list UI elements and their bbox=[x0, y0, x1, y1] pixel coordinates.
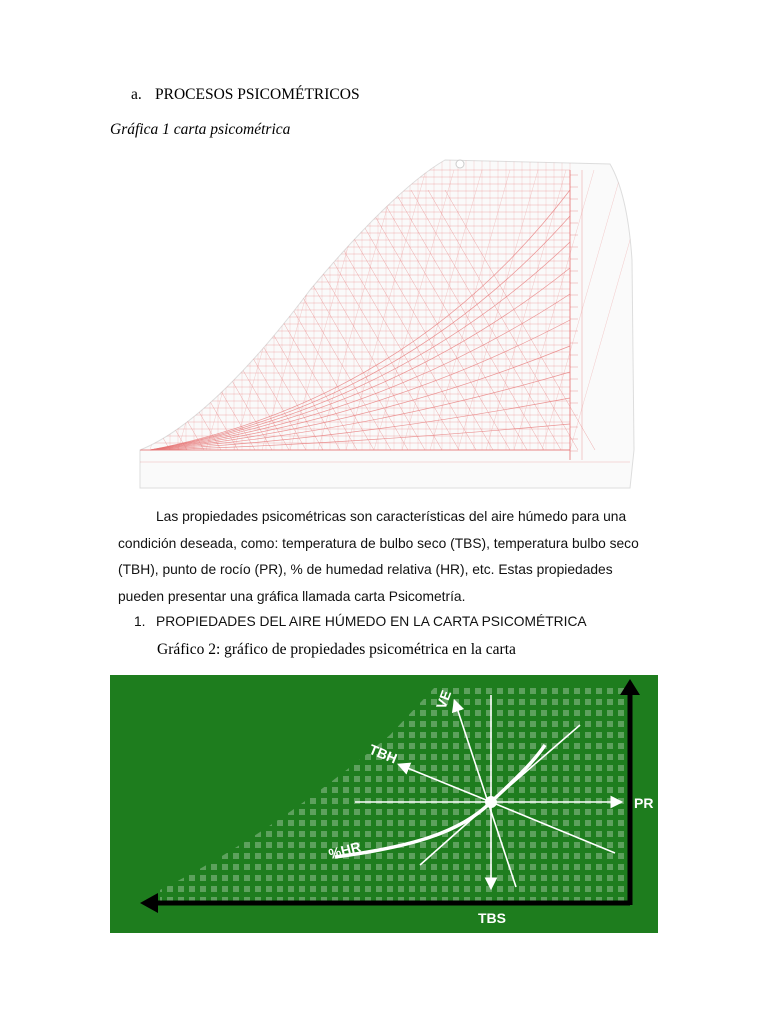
section-letter: a. bbox=[131, 86, 142, 103]
tbs-label: TBS bbox=[478, 910, 506, 926]
numbered-list-item bbox=[134, 614, 587, 629]
ve-label: VE bbox=[432, 687, 455, 712]
paragraph-line: condición deseada, como: temperatura de bulbo seco (TBS), temperatura bulbo seco bbox=[118, 535, 639, 551]
properties-diagram bbox=[110, 675, 658, 933]
section-title: PROCESOS PSICOMÉTRICOS bbox=[155, 86, 360, 103]
figure-2-caption: Gráfico 2: gráfico de propiedades psicométrica en la carta bbox=[157, 641, 516, 658]
intro-paragraph bbox=[118, 504, 658, 610]
tbh-label: TBH bbox=[366, 740, 400, 767]
pr-label: PR bbox=[634, 795, 654, 811]
figure-1-caption: Gráfica 1 carta psicométrica bbox=[110, 121, 291, 138]
paragraph-line: Las propiedades psicométricas son características del aire húmedo para una bbox=[156, 509, 627, 524]
paragraph-line: pueden presentar una gráfica llamada carta Psicometría. bbox=[118, 588, 466, 604]
psychrometric-chart-image bbox=[130, 150, 636, 492]
list-number: 1. bbox=[134, 614, 146, 629]
hr-label: %HR bbox=[326, 838, 363, 862]
section-heading bbox=[131, 86, 360, 104]
paragraph-line: (TBH), punto de rocío (PR), % de humedad relativa (HR), etc. Estas propiedades bbox=[118, 562, 613, 577]
state-point bbox=[485, 796, 497, 808]
list-title: PROPIEDADES DEL AIRE HÚMEDO EN LA CARTA PSICOMÉTRICA bbox=[156, 614, 587, 629]
